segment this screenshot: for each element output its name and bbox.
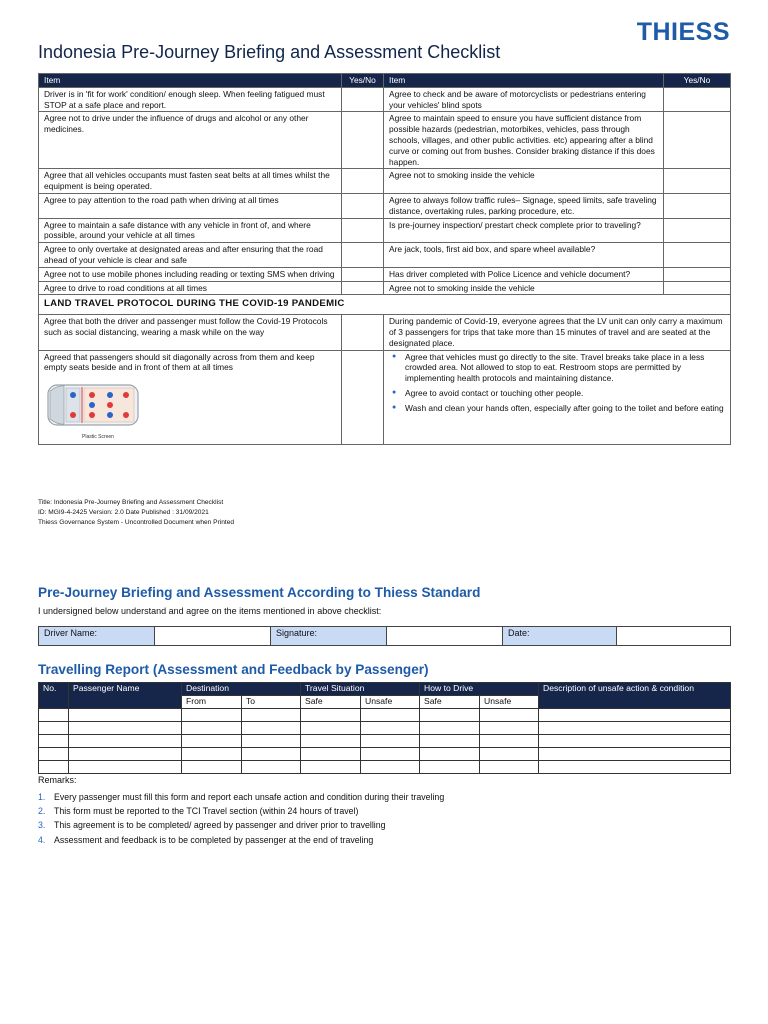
col-destination: Destination (182, 683, 301, 696)
yesno-cell[interactable] (664, 267, 731, 281)
report-cell[interactable] (182, 722, 242, 735)
report-cell[interactable] (301, 761, 361, 774)
yesno-cell[interactable] (664, 193, 731, 218)
covid-bullets-cell (384, 350, 731, 444)
table-row (39, 267, 731, 281)
report-cell[interactable] (301, 735, 361, 748)
report-header-row (39, 683, 731, 696)
covid-section-title: LAND TRAVEL PROTOCOL DURING THE COVID-19 PANDEMIC (39, 295, 731, 315)
report-cell[interactable] (39, 722, 69, 735)
col-how-to-drive: How to Drive (420, 683, 539, 696)
checklist-item: Agree not to drive under the influence of drugs and alcohol or any other medicines. (39, 112, 342, 169)
checklist-item: Driver is in 'fit for work' condition/ enough sleep. When feeling fatigued must STOP at a safe place and report. (39, 87, 342, 112)
report-cell[interactable] (480, 735, 539, 748)
col-travel-situation: Travel Situation (301, 683, 420, 696)
page-title: Indonesia Pre-Journey Briefing and Assessment Checklist (38, 42, 501, 62)
table-row (39, 243, 731, 268)
report-cell[interactable] (480, 722, 539, 735)
list-item: ● Wash and clean your hands often, especially after going to the toilet and before eating (405, 403, 725, 414)
sub-safe: Safe (420, 696, 480, 709)
table-row (39, 735, 731, 748)
table-row (39, 281, 731, 295)
remark-text: Assessment and feedback is to be completed by passenger at the end of traveling (54, 834, 374, 845)
report-cell[interactable] (539, 761, 731, 774)
report-cell[interactable] (539, 722, 731, 735)
table-row (39, 709, 731, 722)
yesno-cell[interactable] (342, 315, 384, 350)
report-cell[interactable] (539, 735, 731, 748)
driver-name-field[interactable] (155, 627, 271, 646)
remark-number: 3. (38, 820, 46, 831)
table-row (39, 112, 731, 169)
report-cell[interactable] (361, 709, 420, 722)
travel-report-table (38, 682, 731, 774)
checklist-item: Agree to pay attention to the road path when driving at all times (39, 193, 342, 218)
report-cell[interactable] (361, 748, 420, 761)
plastic-screen-caption: Plastic Screen (82, 434, 114, 441)
table-row (39, 722, 731, 735)
sub-from: From (182, 696, 242, 709)
checklist-item: Agree not to smoking inside the vehicle (384, 169, 664, 194)
yesno-cell[interactable] (342, 350, 384, 444)
sub-unsafe: Unsafe (480, 696, 539, 709)
yesno-cell[interactable] (342, 281, 384, 295)
remark-text: This agreement is to be completed/ agreed by passenger and driver prior to travelling (54, 820, 386, 831)
yesno-cell[interactable] (342, 243, 384, 268)
list-item (38, 833, 444, 847)
yesno-cell[interactable] (664, 87, 731, 112)
list-item: ● Agree to avoid contact or touching other people. (405, 388, 725, 399)
table-row (39, 761, 731, 774)
document-metadata (38, 498, 234, 528)
report-cell[interactable] (39, 748, 69, 761)
col-description: Description of unsafe action & condition (539, 683, 731, 709)
checklist-item: Agree that all vehicles occupants must fasten seat belts at all times whilst the equipment is being operated. (39, 169, 342, 194)
date-field[interactable] (617, 627, 731, 646)
doc-title-line: Title: Indonesia Pre-Journey Briefing and Assessment Checklist (38, 499, 224, 506)
checklist-item: Agree not to smoking inside the vehicle (384, 281, 664, 295)
van-seating-diagram (44, 379, 144, 431)
driver-name-label: Driver Name: (39, 627, 155, 646)
report-cell[interactable] (182, 709, 242, 722)
list-item (38, 790, 444, 804)
remark-number: 2. (38, 806, 46, 817)
signature-field[interactable] (387, 627, 503, 646)
yesno-cell[interactable] (342, 112, 384, 169)
report-cell[interactable] (182, 735, 242, 748)
remark-text: This form must be reported to the TCI Travel section (within 24 hours of travel) (54, 806, 359, 817)
doc-id-line: ID: MGI9-4-2425 Version: 2.0 Date Published : 31/09/2021 (38, 509, 209, 516)
checklist-item: Agree to maintain speed to ensure you have sufficient distance from possible hazards (pedestrian, motorbikes, vehicles, pass through schools, villages, and other public activities. etc) appearing after a blind curve or coming out from bushes. Consider braking distance if this does happen. (384, 112, 664, 169)
col-yesno-right: Yes/No (664, 74, 731, 88)
report-cell[interactable] (420, 709, 480, 722)
report-cell[interactable] (420, 735, 480, 748)
yesno-cell[interactable] (664, 281, 731, 295)
report-cell[interactable] (69, 722, 182, 735)
report-cell[interactable] (242, 709, 301, 722)
report-cell[interactable] (39, 735, 69, 748)
list-item (38, 804, 444, 818)
checklist-item-seating (39, 350, 342, 444)
sub-unsafe: Unsafe (361, 696, 420, 709)
report-cell[interactable] (480, 761, 539, 774)
checklist-item: Agree to check and be aware of motorcyclists or pedestrians entering your vehicles' blind spots (384, 87, 664, 112)
yesno-cell[interactable] (342, 169, 384, 194)
report-cell[interactable] (39, 761, 69, 774)
report-cell[interactable] (361, 722, 420, 735)
yesno-cell[interactable] (664, 112, 731, 169)
report-cell[interactable] (242, 722, 301, 735)
table-row (39, 218, 731, 243)
col-item-left: Item (39, 74, 342, 88)
doc-governance-line: Thiess Governance System - Uncontrolled Document when Printed (38, 519, 235, 526)
yesno-cell[interactable] (664, 169, 731, 194)
signature-label: Signature: (271, 627, 387, 646)
seating-text: Agreed that passengers should sit diagonally across from them and keep empty seats beside and in front of them at all times (44, 351, 315, 373)
van-icon (44, 379, 144, 431)
yesno-cell[interactable] (664, 218, 731, 243)
report-cell[interactable] (39, 709, 69, 722)
report-cell[interactable] (539, 709, 731, 722)
report-cell[interactable] (182, 748, 242, 761)
checklist-item: Agree to maintain a safe distance with any vehicle in front of, and where possible, around your vehicle at all times (39, 218, 342, 243)
report-cell[interactable] (242, 761, 301, 774)
checklist-item: Are jack, tools, first aid box, and spare wheel available? (384, 243, 664, 268)
covid-section-row (39, 295, 731, 315)
report-cell[interactable] (301, 709, 361, 722)
sub-safe: Safe (301, 696, 361, 709)
covid-bullet-list (389, 352, 725, 414)
report-cell[interactable] (361, 735, 420, 748)
signature-table (38, 626, 731, 646)
report-cell[interactable] (420, 722, 480, 735)
report-cell[interactable] (69, 735, 182, 748)
signature-row (39, 627, 731, 646)
sub-to: To (242, 696, 301, 709)
table-row (39, 193, 731, 218)
report-cell[interactable] (69, 709, 182, 722)
col-yesno-left: Yes/No (342, 74, 384, 88)
col-item-right: Item (384, 74, 664, 88)
table-row (39, 169, 731, 194)
remark-text: Every passenger must fill this form and report each unsafe action and condition during their traveling (54, 792, 445, 802)
report-cell[interactable] (480, 748, 539, 761)
report-cell[interactable] (182, 761, 242, 774)
list-item (38, 818, 444, 832)
table-row (39, 748, 731, 761)
report-cell[interactable] (242, 735, 301, 748)
report-cell[interactable] (420, 748, 480, 761)
yesno-cell[interactable] (342, 193, 384, 218)
checklist-table (38, 73, 731, 445)
remarks-label: Remarks: (38, 775, 77, 785)
report-cell[interactable] (480, 709, 539, 722)
checklist-item: Agree that both the driver and passenger must follow the Covid-19 Protocols such as social distancing, wearing a mask while on the way (39, 315, 342, 350)
table-row (39, 350, 731, 444)
checklist-item: Agree to drive to road conditions at all times (39, 281, 342, 295)
remark-number: 4. (38, 834, 46, 845)
report-cell[interactable] (301, 748, 361, 761)
list-item: ● Agree that vehicles must go directly to the site. Travel breaks take place in a less crowded area. Not allowed to stop to eat. Restroom stops are permitted by implementing health protocols and maintaining distance. (405, 352, 725, 384)
report-cell[interactable] (69, 761, 182, 774)
agreement-text: I undersigned below understand and agree on the items mentioned in above checklist: (38, 606, 382, 616)
report-heading: Travelling Report (Assessment and Feedback by Passenger) (38, 662, 429, 677)
checklist-item: Agree to always follow traffic rules– Signage, speed limits, safe traveling distance, overtaking rules, parking procedure, etc. (384, 193, 664, 218)
date-label: Date: (503, 627, 617, 646)
table-row (39, 87, 731, 112)
yesno-cell[interactable] (342, 218, 384, 243)
remarks-list (38, 790, 444, 847)
briefing-heading: Pre-Journey Briefing and Assessment According to Thiess Standard (38, 585, 481, 600)
thiess-logo: THIESS (636, 18, 730, 46)
report-cell[interactable] (361, 761, 420, 774)
table-row (39, 315, 731, 350)
report-cell[interactable] (301, 722, 361, 735)
checklist-item: Has driver completed with Police Licence and vehicle document? (384, 267, 664, 281)
yesno-cell[interactable] (342, 87, 384, 112)
checklist-item: Agree not to use mobile phones including reading or texting SMS when driving (39, 267, 342, 281)
remark-number: 1. (38, 792, 46, 802)
checklist-header-row (39, 74, 731, 88)
report-cell[interactable] (242, 748, 301, 761)
checklist-item: During pandemic of Covid-19, everyone agrees that the LV unit can only carry a maximum of 3 passengers for trips that take more than 15 minutes of travel and are seated at the designated place. (384, 315, 731, 350)
report-cell[interactable] (539, 748, 731, 761)
report-cell[interactable] (420, 761, 480, 774)
yesno-cell[interactable] (342, 267, 384, 281)
col-no: No. (39, 683, 69, 709)
report-cell[interactable] (69, 748, 182, 761)
yesno-cell[interactable] (664, 243, 731, 268)
col-passenger-name: Passenger Name (69, 683, 182, 709)
checklist-item: Is pre-journey inspection/ prestart check complete prior to traveling? (384, 218, 664, 243)
checklist-item: Agree to only overtake at designated areas and after ensuring that the road ahead of your vehicle is clear and safe (39, 243, 342, 268)
